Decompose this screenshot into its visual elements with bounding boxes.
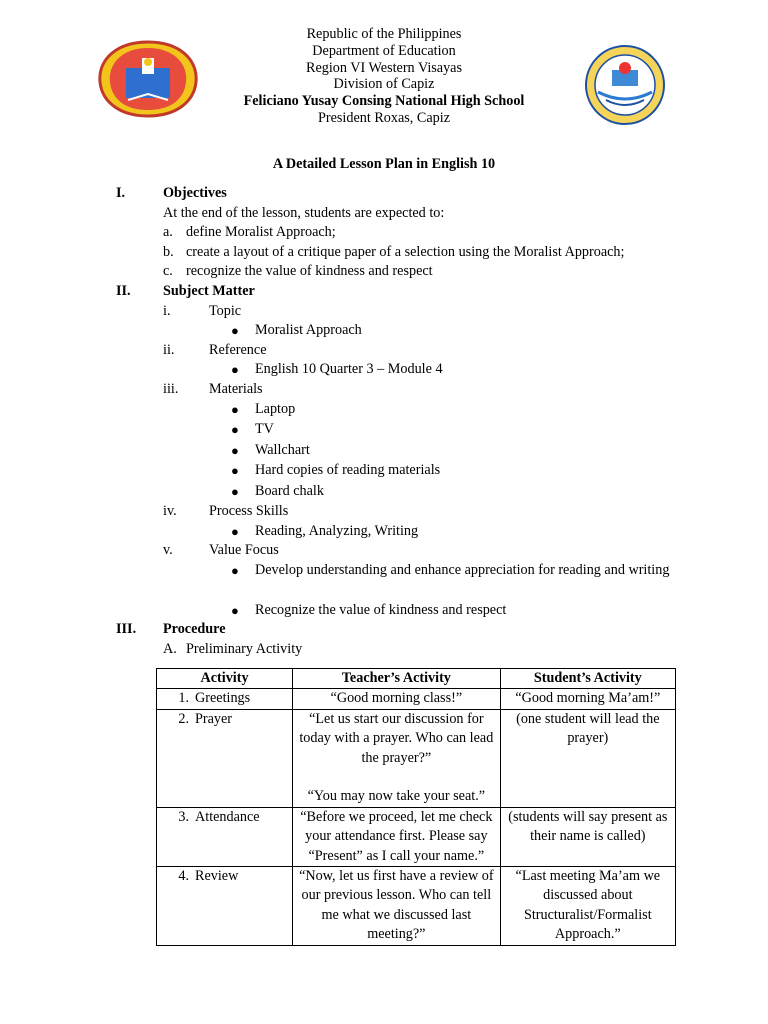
row-number: 1. bbox=[178, 690, 189, 707]
objectives-intro: At the end of the lesson, students are expected to: bbox=[163, 204, 445, 221]
list-item: Moralist Approach bbox=[255, 322, 362, 339]
bullet-icon: ● bbox=[231, 401, 239, 417]
subsection-reference: Reference bbox=[209, 341, 267, 358]
list-item: Board chalk bbox=[255, 482, 324, 499]
bullet-icon: ● bbox=[231, 602, 239, 618]
bullet-icon: ● bbox=[231, 323, 239, 339]
objective-item: create a layout of a critique paper of a selection using the Moralist Approach; bbox=[186, 243, 625, 260]
bullet-icon: ● bbox=[231, 442, 239, 458]
section-numeral: III. bbox=[116, 621, 137, 638]
lesson-content bbox=[0, 184, 768, 660]
table-header-row bbox=[157, 669, 676, 689]
teacher-text-2: “You may now take your seat.” bbox=[307, 788, 486, 805]
objective-letter: b. bbox=[163, 243, 174, 260]
subsection-numeral: v. bbox=[163, 542, 173, 559]
student-cell bbox=[500, 689, 675, 709]
row-number: 3. bbox=[178, 808, 189, 825]
teacher-text: “Good morning class!” bbox=[330, 690, 463, 707]
bullet-icon: ● bbox=[231, 463, 239, 479]
list-item: Develop understanding and enhance appreciation for reading and writing bbox=[255, 561, 670, 578]
section-heading-subject-matter: Subject Matter bbox=[163, 282, 255, 299]
section-heading-objectives: Objectives bbox=[163, 185, 227, 201]
student-text: (students will say present as their name is called) bbox=[508, 808, 668, 845]
activity-cell bbox=[157, 689, 293, 709]
subsection-materials: Materials bbox=[209, 380, 263, 397]
row-number: 4. bbox=[178, 868, 189, 885]
activity-name: Greetings bbox=[195, 690, 251, 707]
procedure-table bbox=[156, 668, 676, 946]
activity-cell bbox=[157, 867, 293, 946]
objective-item: define Moralist Approach; bbox=[186, 224, 336, 241]
objective-letter: c. bbox=[163, 263, 173, 280]
subsection-topic: Topic bbox=[209, 302, 242, 319]
bullet-icon: ● bbox=[231, 562, 239, 578]
school-name: Feliciano Yusay Consing National High School bbox=[243, 93, 525, 110]
header-line-3: Region VI Western Visayas bbox=[305, 59, 463, 76]
activity-cell bbox=[157, 807, 293, 866]
activity-name: Prayer bbox=[195, 710, 233, 727]
subsection-preliminary-activity: Preliminary Activity bbox=[186, 641, 303, 657]
teacher-cell bbox=[293, 689, 501, 709]
header-line-2: Department of Education bbox=[312, 42, 456, 59]
subsection-value-focus: Value Focus bbox=[209, 542, 279, 559]
student-text: (one student will lead the prayer) bbox=[516, 710, 660, 747]
column-header: Teacher’s Activity bbox=[293, 669, 501, 689]
teacher-cell bbox=[293, 867, 501, 946]
table-row bbox=[157, 709, 676, 807]
document-header bbox=[0, 26, 768, 127]
subsection-process-skills: Process Skills bbox=[209, 503, 289, 520]
bullet-icon: ● bbox=[231, 523, 239, 539]
student-text: “Good morning Ma’am!” bbox=[515, 690, 661, 707]
row-number: 2. bbox=[178, 710, 189, 727]
activity-cell bbox=[157, 709, 293, 807]
student-cell bbox=[500, 709, 675, 807]
bullet-icon: ● bbox=[231, 483, 239, 499]
student-cell bbox=[500, 867, 675, 946]
student-cell bbox=[500, 807, 675, 866]
header-line-4: Division of Capiz bbox=[333, 76, 435, 93]
objective-item: recognize the value of kindness and respect bbox=[186, 263, 433, 280]
subsection-letter: A. bbox=[163, 641, 177, 657]
bullet-icon: ● bbox=[231, 362, 239, 378]
list-item: TV bbox=[255, 421, 274, 438]
column-header: Student’s Activity bbox=[500, 669, 675, 689]
table-row bbox=[157, 689, 676, 709]
table-row bbox=[157, 867, 676, 946]
objective-letter: a. bbox=[163, 224, 173, 241]
section-heading-procedure: Procedure bbox=[163, 621, 226, 638]
subsection-numeral: i. bbox=[163, 302, 171, 319]
table-row bbox=[157, 807, 676, 866]
column-header: Activity bbox=[157, 669, 293, 689]
list-item: Wallchart bbox=[255, 441, 310, 458]
teacher-text: “Now, let us first have a review of our previous lesson. Who can tell me what we discussed last meeting?” bbox=[299, 868, 494, 943]
teacher-cell bbox=[293, 807, 501, 866]
list-item: Laptop bbox=[255, 400, 296, 417]
subsection-numeral: iv. bbox=[163, 503, 177, 520]
bullet-icon: ● bbox=[231, 422, 239, 438]
student-text: “Last meeting Ma’am we discussed about Structuralist/Formalist Approach.” bbox=[515, 868, 661, 943]
subsection-numeral: ii. bbox=[163, 341, 175, 358]
header-line-1: Republic of the Philippines bbox=[306, 26, 462, 42]
activity-name: Attendance bbox=[195, 808, 260, 825]
list-item: Hard copies of reading materials bbox=[255, 462, 441, 479]
teacher-text: “Let us start our discussion for today with a prayer. Who can lead the prayer?” bbox=[299, 710, 494, 766]
school-location: President Roxas, Capiz bbox=[317, 109, 450, 126]
list-item: Reading, Analyzing, Writing bbox=[255, 522, 419, 539]
document-title: A Detailed Lesson Plan in English 10 bbox=[272, 156, 496, 172]
subsection-numeral: iii. bbox=[163, 380, 179, 397]
teacher-text: “Before we proceed, let me check your attendance first. Please say “Present” as I call your name.” bbox=[300, 808, 493, 864]
list-item: English 10 Quarter 3 – Module 4 bbox=[255, 361, 443, 378]
teacher-cell bbox=[293, 709, 501, 807]
section-numeral: I. bbox=[116, 185, 126, 201]
section-numeral: II. bbox=[116, 282, 131, 299]
activity-name: Review bbox=[195, 868, 239, 885]
list-item: Recognize the value of kindness and respect bbox=[255, 601, 507, 618]
